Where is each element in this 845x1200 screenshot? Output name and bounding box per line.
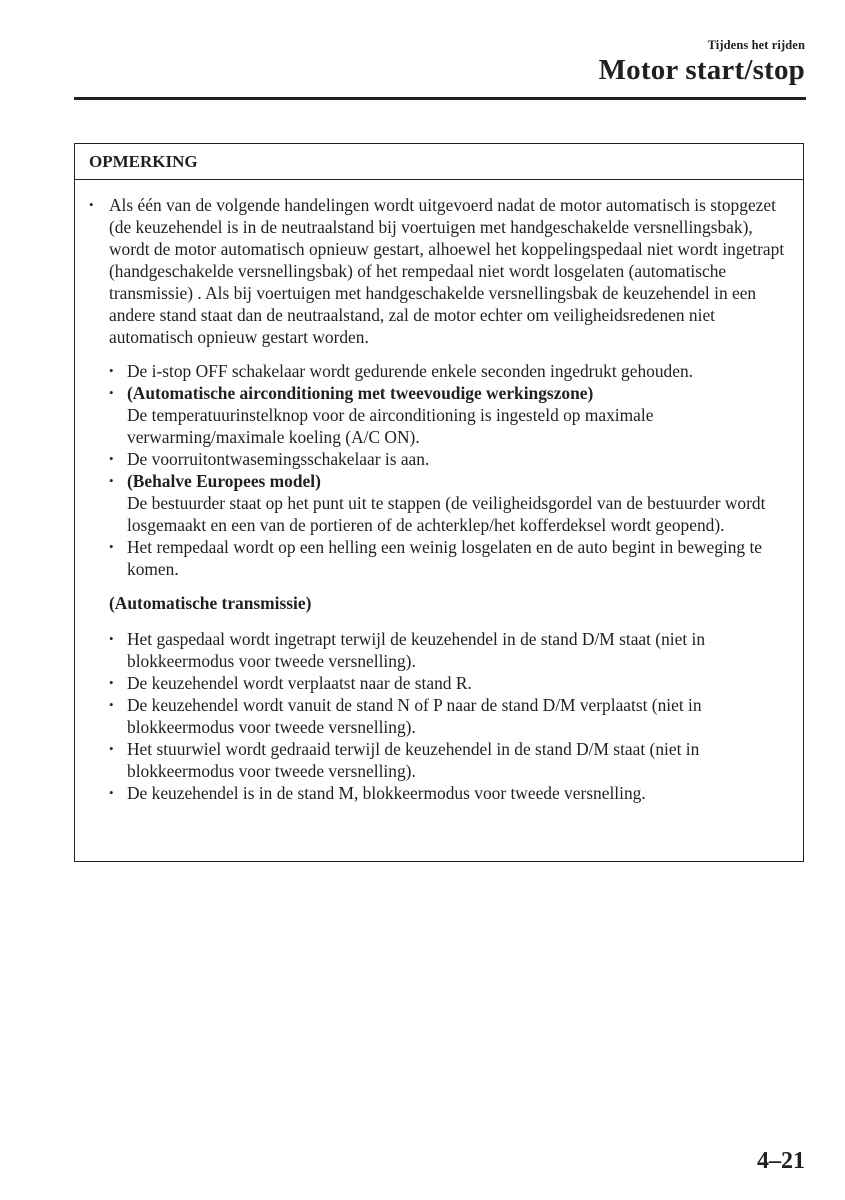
list-item — [109, 382, 789, 448]
bullet-icon: • — [89, 197, 94, 212]
main-bullet-text: Als één van de volgende handelingen wordt uitgevoerd nadat de motor automatisch is stopgezet (de keuzehendel is in de neutraalstand bij voertuigen met handgeschakelde versnellingsbak), wordt de motor automatisch opnieuw gestart, alhoewel het koppelingspedaal niet wordt ingetrapt (handgeschakelde versnellingsbak) of het rempedaal niet wordt losgelaten (automatische transmissie) . Als bij voertuigen met handgeschakelde versnellingsbak de keuzehendel in een andere stand staat dan de neutraalstand, zal de motor echter om veiligheidsredenen niet automatisch opnieuw gestart worden. — [109, 195, 785, 347]
list-item — [109, 628, 789, 672]
page-title: Motor start/stop — [598, 54, 805, 86]
main-bullet — [89, 194, 789, 348]
bullet-icon: • — [109, 631, 114, 646]
list-item-text: De keuzehendel is in de stand M, blokkeermodus voor tweede versnelling. — [127, 783, 646, 803]
list-item — [109, 782, 789, 804]
list-item-text: De bestuurder staat op het punt uit te stappen (de veiligheidsgordel van de bestuurder wordt losgemaakt en een van de portieren of de achterklep/het kofferdeksel wordt geopend). — [127, 493, 766, 535]
condition-list — [109, 360, 789, 580]
bullet-icon: • — [109, 741, 114, 756]
list-item-text: De i-stop OFF schakelaar wordt gedurende enkele seconden ingedrukt gehouden. — [127, 361, 693, 381]
list-item-qualifier: (Automatische airconditioning met tweevoudige werkingszone) — [127, 383, 594, 403]
bullet-icon: • — [109, 785, 114, 800]
note-body — [75, 180, 803, 804]
list-item-text: De keuzehendel wordt verplaatst naar de stand R. — [127, 673, 472, 693]
bullet-icon: • — [109, 675, 114, 690]
list-item — [109, 360, 789, 382]
list-item-text: Het rempedaal wordt op een helling een weinig losgelaten en de auto begint in beweging te komen. — [127, 537, 763, 579]
bullet-icon: • — [109, 385, 114, 400]
header-divider — [74, 97, 806, 100]
bullet-icon: • — [109, 451, 114, 466]
note-heading: OPMERKING — [75, 144, 803, 180]
list-item — [109, 694, 789, 738]
list-item-text: Het gaspedaal wordt ingetrapt terwijl de keuzehendel in de stand D/M staat (niet in blokkeermodus voor tweede versnelling). — [127, 629, 706, 671]
list-item-text: De keuzehendel wordt vanuit de stand N of P naar de stand D/M verplaatst (niet in blokkeermodus voor tweede versnelling). — [127, 695, 702, 737]
list-item — [109, 470, 789, 536]
section-label: Tijdens het rijden — [707, 38, 805, 52]
auto-transmission-list — [109, 628, 789, 804]
list-item — [109, 672, 789, 694]
note-box — [74, 143, 804, 862]
list-item — [109, 448, 789, 470]
bullet-icon: • — [109, 363, 114, 378]
bullet-icon: • — [109, 539, 114, 554]
list-item-text: De voorruitontwasemingsschakelaar is aan. — [127, 449, 430, 469]
list-item-text: Het stuurwiel wordt gedraaid terwijl de keuzehendel in de stand D/M staat (niet in blokkeermodus voor tweede versnelling). — [127, 739, 700, 781]
list-item-qualifier: (Behalve Europees model) — [127, 471, 321, 491]
page-number: 4–21 — [757, 1148, 805, 1174]
auto-transmission-heading: (Automatische transmissie) — [109, 593, 312, 613]
bullet-icon: • — [109, 473, 114, 488]
list-item — [109, 536, 789, 580]
bullet-icon: • — [109, 697, 114, 712]
list-item — [109, 738, 789, 782]
list-item-text: De temperatuurinstelknop voor de airconditioning is ingesteld op maximale verwarming/maximale koeling (A/C ON). — [127, 405, 654, 447]
